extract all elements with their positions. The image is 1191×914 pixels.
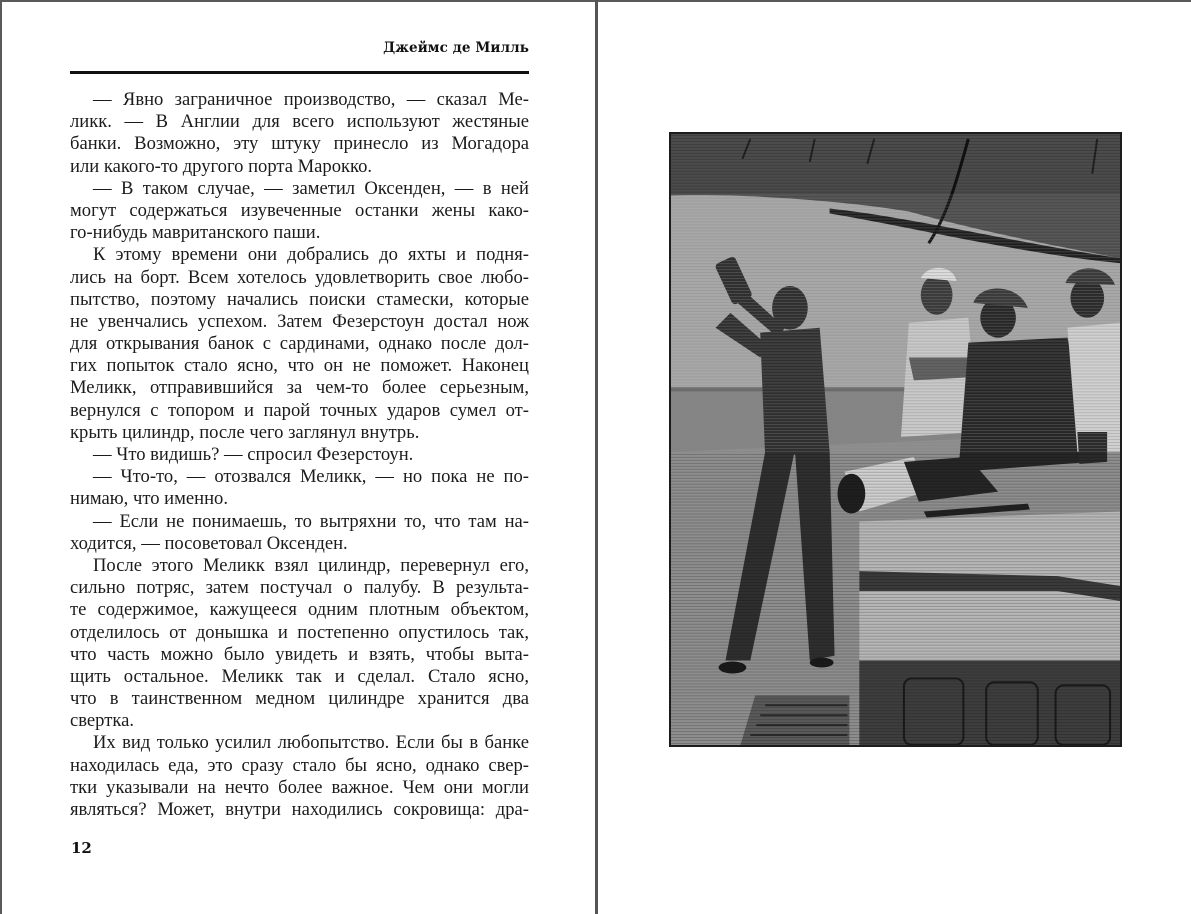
text-line: что часть можно было увидеть и взять, чтобы выта- — [70, 643, 529, 665]
text-line: Их вид только усилил любопытство. Если бы в банке — [93, 732, 529, 754]
text-line: что в таинственном медном цилиндре хранится два — [70, 688, 529, 710]
text-line: вернулся с топором и парой точных ударов сумел от- — [70, 399, 529, 421]
text-line: щить остальное. Меликк так и сделал. Стало ясно, — [70, 665, 529, 687]
text-line: свертка. — [70, 710, 135, 732]
text-line: Меликк, отправившийся за чем-то более серьезным, — [70, 377, 529, 399]
page-body-text — [70, 89, 529, 821]
page-number: 12 — [71, 839, 92, 857]
text-line: или какого-то другого порта Марокко. — [70, 155, 373, 177]
text-line: находилась еда, это сразу стало бы ясно, однако свер- — [70, 754, 529, 776]
text-line: тки указывали на нечто более важное. Чем они могли — [70, 776, 529, 798]
text-line: ходится, — посоветовал Оксенден. — [70, 532, 348, 554]
text-line: — Явно заграничное производство, — сказал Ме- — [93, 89, 529, 110]
text-line: могут содержаться изувеченные останки жены како- — [70, 199, 529, 221]
text-line: не увенчались успехом. Затем Фезерстоун достал нож — [70, 310, 529, 332]
text-line: пытство, поэтому начались поиски стамески, которые — [70, 288, 529, 310]
text-line: К этому времени они добрались до яхты и подня- — [93, 244, 529, 266]
text-line: нимаю, что именно. — [70, 488, 228, 510]
text-line: гих попыток стало ясно, что он не поможет. Наконец — [70, 355, 529, 377]
text-line: лись на борт. Всем хотелось удовлетворить свое любо- — [70, 266, 529, 288]
text-line: для открывания банок с сардинами, однако после дол- — [70, 333, 529, 355]
text-line: сильно потряс, затем постучал о палубу. В результа- — [70, 577, 529, 599]
text-line: отделилось от донышка и постепенно опустилось так, — [70, 621, 529, 643]
text-line: — Что-то, — отозвался Меликк, — но пока не по- — [93, 466, 529, 488]
right-page — [598, 0, 1191, 914]
text-line: — В таком случае, — заметил Оксенден, — в ней — [93, 177, 529, 199]
header-rule — [70, 71, 529, 74]
text-line: крыть цилиндр, после чего заглянул внутрь. — [70, 421, 420, 443]
running-head-author: Джеймс де Милль — [383, 40, 529, 56]
text-line: являться? Может, внутри находились сокровища: дра- — [70, 799, 529, 820]
text-line: После этого Меликк взял цилиндр, перевернул его, — [93, 554, 529, 576]
engraving-illustration — [669, 132, 1122, 747]
text-line: го-нибудь мавританского паши. — [70, 222, 321, 244]
text-line: те содержимое, кажущееся одним плотным объектом, — [70, 599, 529, 621]
text-line: — Что видишь? — спросил Фезерстоун. — [93, 444, 414, 465]
left-page — [0, 0, 595, 914]
text-line: ликк. — В Англии для всего используют жестяные — [70, 111, 529, 133]
text-line: — Если не понимаешь, то вытряхни то, что там на- — [93, 510, 529, 532]
text-line: банки. Возможно, эту штуку принесло из Могадора — [70, 133, 529, 155]
sailors-on-deck-engraving-image — [671, 134, 1120, 745]
